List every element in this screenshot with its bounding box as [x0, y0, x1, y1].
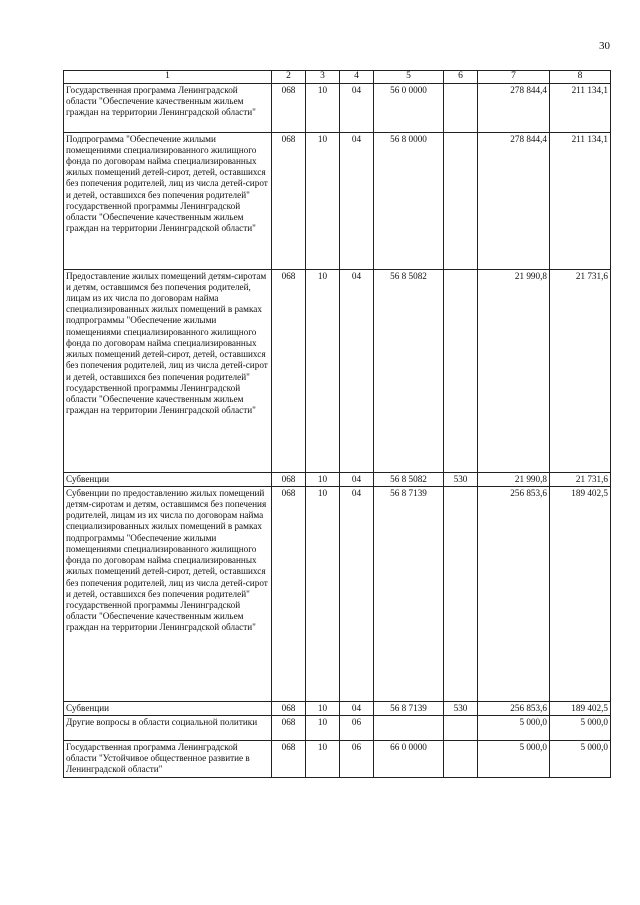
- subsection-code: 06: [340, 716, 374, 741]
- table-row: [64, 269, 611, 472]
- target-code: 56 8 5082: [374, 472, 444, 486]
- table-row: [64, 472, 611, 486]
- ministry-code: 068: [272, 716, 306, 741]
- row-name: Предоставление жилых помещений детям-сиротам и детям, оставшимся без попечения родителей, лицам из их числа по договорам найма специализированных жилых помещений в рамках подпрограммы "Обеспечение жилыми помещениями специализированного жилищного фонда по договорам найма специализированных жилых помещений детей-сирот, детей, оставшихся без попечения родителей, лиц из числа детей-сирот и детей, оставшихся без попечения родителей" государственной программы Ленинградской области "Обеспечение качественным жильем граждан на территории Ленинградской области": [64, 269, 272, 472]
- ministry-code: 068: [272, 472, 306, 486]
- table-row: [64, 486, 611, 701]
- amount-col7: 256 853,6: [478, 701, 550, 715]
- row-name: Другие вопросы в области социальной политики: [64, 716, 272, 741]
- amount-col8: 5 000,0: [550, 716, 611, 741]
- section-code: 10: [306, 269, 340, 472]
- header-cell: 2: [272, 71, 306, 84]
- expense-type-code: [444, 132, 478, 269]
- amount-col7: 278 844,4: [478, 83, 550, 132]
- page-number: 30: [599, 40, 610, 52]
- amount-col8: 211 134,1: [550, 83, 611, 132]
- expense-type-code: 530: [444, 701, 478, 715]
- amount-col7: 278 844,4: [478, 132, 550, 269]
- target-code: 56 8 5082: [374, 269, 444, 472]
- expense-type-code: [444, 741, 478, 778]
- subsection-code: 04: [340, 132, 374, 269]
- subsection-code: 04: [340, 486, 374, 701]
- table-row: [64, 741, 611, 778]
- header-cell: 4: [340, 71, 374, 84]
- header-cell: 7: [478, 71, 550, 84]
- header-cell: 3: [306, 71, 340, 84]
- header-cell: 1: [64, 71, 272, 84]
- section-code: 10: [306, 486, 340, 701]
- subsection-code: 06: [340, 741, 374, 778]
- row-name: Государственная программа Ленинградской области "Обеспечение качественным жильем граждан на территории Ленинградской области": [64, 83, 272, 132]
- expense-type-code: [444, 486, 478, 701]
- target-code: 66 0 0000: [374, 741, 444, 778]
- amount-col8: 5 000,0: [550, 741, 611, 778]
- table-row: [64, 132, 611, 269]
- amount-col8: 189 402,5: [550, 701, 611, 715]
- target-code: 56 8 7139: [374, 486, 444, 701]
- table-row: [64, 701, 611, 715]
- subsection-code: 04: [340, 83, 374, 132]
- row-name: Государственная программа Ленинградской области "Устойчивое общественное развитие в Ленинградской области": [64, 741, 272, 778]
- expense-type-code: [444, 269, 478, 472]
- header-cell: 8: [550, 71, 611, 84]
- amount-col8: 21 731,6: [550, 472, 611, 486]
- ministry-code: 068: [272, 486, 306, 701]
- amount-col7: 5 000,0: [478, 716, 550, 741]
- section-code: 10: [306, 132, 340, 269]
- subsection-code: 04: [340, 701, 374, 715]
- header-cell: 5: [374, 71, 444, 84]
- target-code: [374, 716, 444, 741]
- amount-col7: 21 990,8: [478, 269, 550, 472]
- amount-col8: 21 731,6: [550, 269, 611, 472]
- table-row: [64, 83, 611, 132]
- amount-col7: 5 000,0: [478, 741, 550, 778]
- header-row: [64, 71, 611, 84]
- target-code: 56 8 0000: [374, 132, 444, 269]
- budget-table: [63, 70, 611, 778]
- target-code: 56 8 7139: [374, 701, 444, 715]
- amount-col7: 21 990,8: [478, 472, 550, 486]
- expense-type-code: 530: [444, 472, 478, 486]
- ministry-code: 068: [272, 269, 306, 472]
- ministry-code: 068: [272, 132, 306, 269]
- header-cell: 6: [444, 71, 478, 84]
- section-code: 10: [306, 472, 340, 486]
- row-name: Субвенции: [64, 701, 272, 715]
- ministry-code: 068: [272, 741, 306, 778]
- expense-type-code: [444, 716, 478, 741]
- row-name: Субвенции: [64, 472, 272, 486]
- section-code: 10: [306, 701, 340, 715]
- target-code: 56 0 0000: [374, 83, 444, 132]
- amount-col7: 256 853,6: [478, 486, 550, 701]
- subsection-code: 04: [340, 472, 374, 486]
- table-row: [64, 716, 611, 741]
- amount-col8: 189 402,5: [550, 486, 611, 701]
- expense-type-code: [444, 83, 478, 132]
- section-code: 10: [306, 716, 340, 741]
- row-name: Субвенции по предоставлению жилых помещений детям-сиротам и детям, оставшимся без попечения родителей, лицам из их числа по договорам найма специализированных жилых помещений в рамках подпрограммы "Обеспечение жилыми помещениями специализированного жилищного фонда по договорам найма специализированных жилых помещений детей-сирот, детей, оставшихся без попечения родителей, лиц из числа детей-сирот и детей, оставшихся без попечения родителей" государственной программы Ленинградской области "Обеспечение качественным жильем граждан на территории Ленинградской области": [64, 486, 272, 701]
- subsection-code: 04: [340, 269, 374, 472]
- amount-col8: 211 134,1: [550, 132, 611, 269]
- section-code: 10: [306, 741, 340, 778]
- section-code: 10: [306, 83, 340, 132]
- ministry-code: 068: [272, 701, 306, 715]
- ministry-code: 068: [272, 83, 306, 132]
- row-name: Подпрограмма "Обеспечение жилыми помещениями специализированного жилищного фонда по договорам найма специализированных жилых помещений детей-сирот, детей, оставшихся без попечения родителей, лиц из числа детей-сирот и детей, оставшихся без попечения родителей" государственной программы Ленинградской области "Обеспечение качественным жильем граждан на территории Ленинградской области": [64, 132, 272, 269]
